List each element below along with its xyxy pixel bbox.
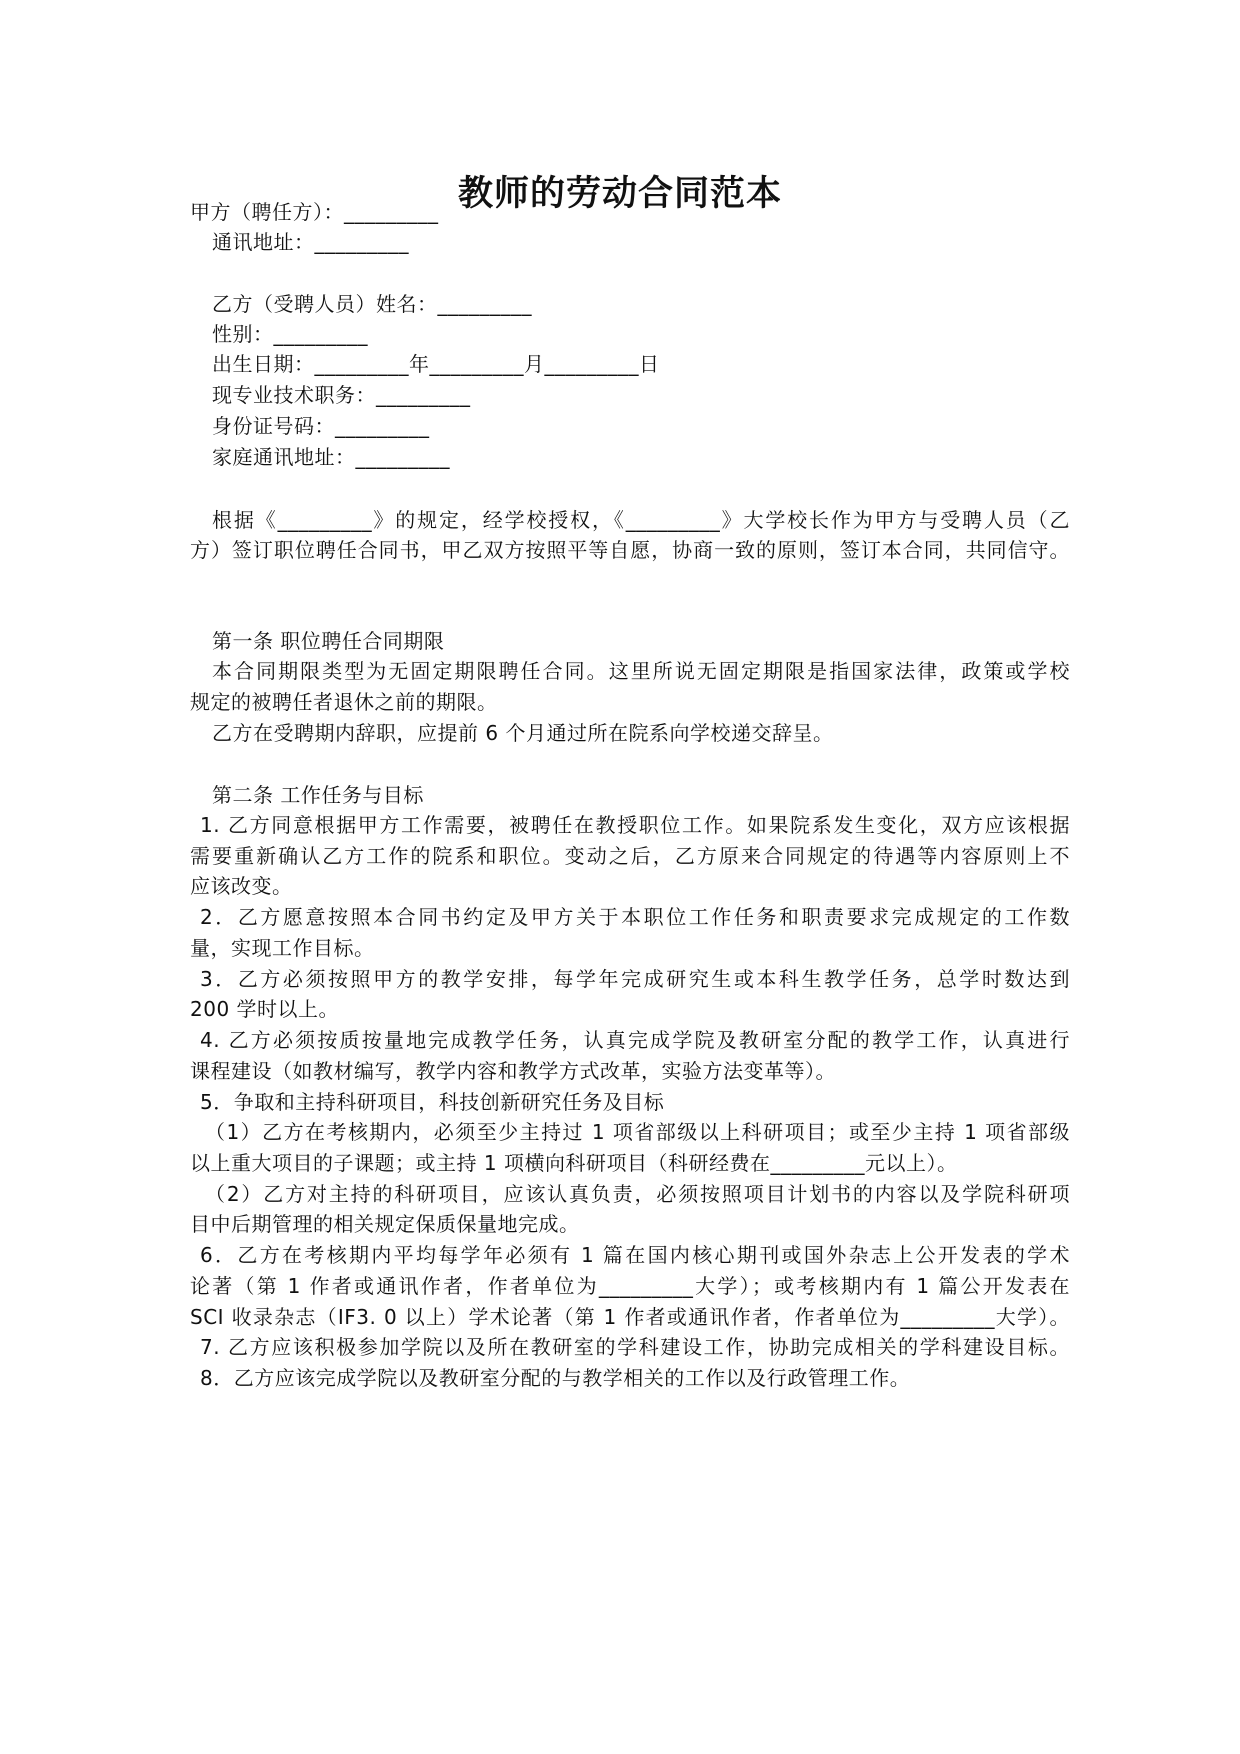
party-a-line: 甲方（聘任方）：_________ (190, 200, 439, 224)
party-b-name-line: 乙方（受聘人员）姓名：_________ (212, 292, 532, 316)
article-1-line: 本合同期限类型为无固定期限聘任合同。这里所说无固定期限是指国家法律，政策或学校 (212, 659, 1070, 683)
preamble-line: 方）签订职位聘任合同书，甲乙双方按照平等自愿，协商一致的原则，签订本合同，共同信守。 (190, 538, 1070, 562)
article-2-line: 200 学时以上。 (190, 997, 340, 1021)
article-2-line: 4. 乙方必须按质按量地完成教学任务，认真完成学院及教研室分配的教学工作，认真进行 (200, 1028, 1070, 1052)
article-2-line: 7. 乙方应该积极参加学院以及所在教研室的学科建设工作，协助完成相关的学科建设目标。 (200, 1335, 1070, 1359)
article-2-line: 应该改变。 (190, 874, 293, 898)
article-1-line: 规定的被聘任者退休之前的期限。 (190, 690, 498, 714)
article-2-line: 课程建设（如教材编写，教学内容和教学方式改革，实验方法变革等）。 (190, 1059, 836, 1083)
document-title: 教师的劳动合同范本 (457, 174, 782, 214)
article-2-line: SCI 收录杂志（IF3. 0 以上）学术论著（第 1 作者或通讯作者，作者单位为_________大学）。 (190, 1305, 1070, 1329)
article-2-line: 5．争取和主持科研项目，科技创新研究任务及目标 (200, 1090, 665, 1114)
party-b-id-line: 身份证号码：_________ (212, 414, 430, 438)
article-2-line: 8．乙方应该完成学院以及教研室分配的与教学相关的工作以及行政管理工作。 (200, 1366, 911, 1390)
party-b-birth-line: 出生日期：_________年_________月_________日 (212, 352, 660, 376)
article-2-heading: 第二条 工作任务与目标 (212, 783, 424, 807)
article-2-line: 目中后期管理的相关规定保质保量地完成。 (190, 1212, 580, 1236)
article-2-line: 6．乙方在考核期内平均每学年必须有 1 篇在国内核心期刊或国外杂志上公开发表的学术 (200, 1243, 1070, 1267)
article-2-line: 1. 乙方同意根据甲方工作需要，被聘任在教授职位工作。如果院系发生变化，双方应该根据 (200, 813, 1070, 837)
party-b-home-address-line: 家庭通讯地址：_________ (212, 445, 450, 469)
article-2-line: 量，实现工作目标。 (190, 936, 375, 960)
article-2-line: 3．乙方必须按照甲方的教学安排，每学年完成研究生或本科生教学任务，总学时数达到 (200, 967, 1070, 991)
article-2-line: 需要重新确认乙方工作的院系和职位。变动之后，乙方原来合同规定的待遇等内容原则上不 (190, 844, 1070, 868)
article-2-line: （1）乙方在考核期内，必须至少主持过 1 项省部级以上科研项目；或至少主持 1 项省部级 (205, 1120, 1070, 1144)
article-1-heading: 第一条 职位聘任合同期限 (212, 629, 445, 653)
party-a-address-line: 通讯地址：_________ (212, 230, 409, 254)
article-2-line: 2．乙方愿意按照本合同书约定及甲方关于本职位工作任务和职责要求完成规定的工作数 (200, 905, 1070, 929)
party-b-gender-line: 性别：_________ (212, 322, 368, 346)
article-2-line: 以上重大项目的子课题；或主持 1 项横向科研项目（科研经费在_________元以上）。 (190, 1151, 958, 1175)
party-b-title-line: 现专业技术职务：_________ (212, 383, 471, 407)
preamble-line: 根据《_________》的规定，经学校授权，《_________》大学校长作为甲方与受聘人员（乙 (212, 508, 1070, 532)
article-2-line: （2）乙方对主持的科研项目，应该认真负责，必须按照项目计划书的内容以及学院科研项 (205, 1182, 1070, 1206)
article-1-line: 乙方在受聘期内辞职，应提前 6 个月通过所在院系向学校递交辞呈。 (212, 721, 834, 745)
article-2-line: 论著（第 1 作者或通讯作者，作者单位为_________大学）；或考核期内有 1 篇公开发表在 (190, 1274, 1070, 1298)
